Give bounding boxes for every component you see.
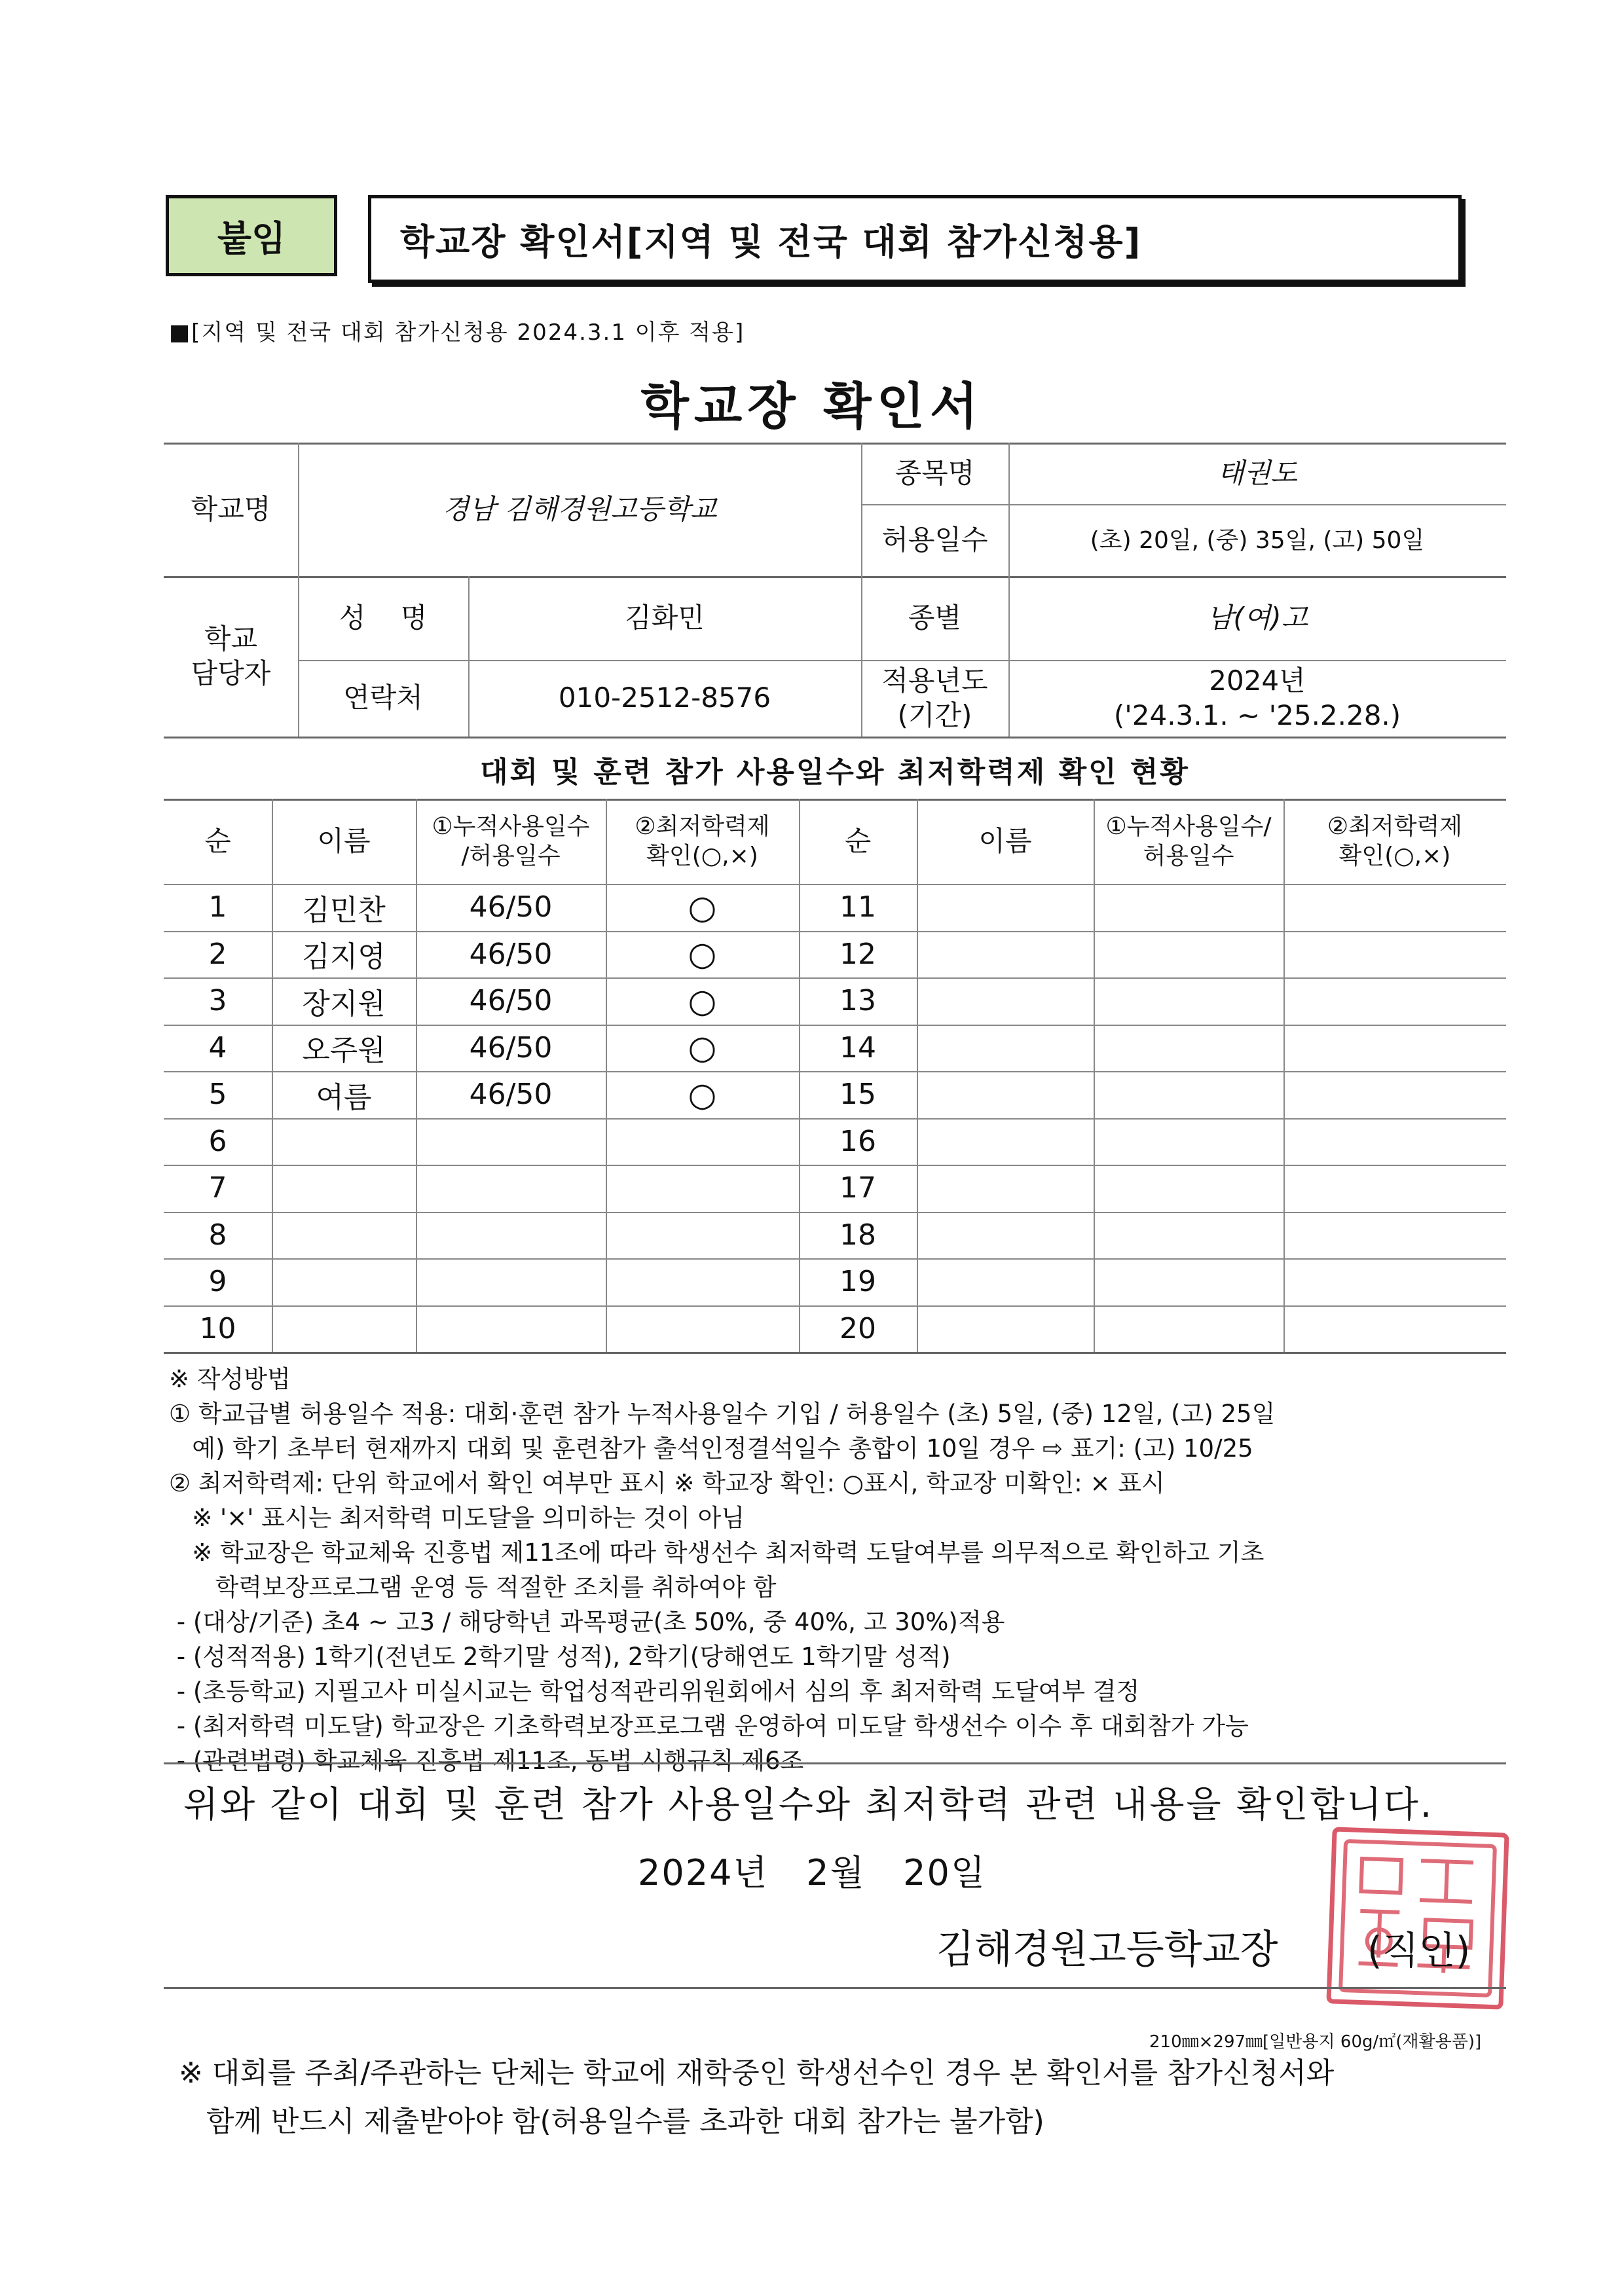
school-name-value: 경남 김해경원고등학교: [442, 492, 717, 525]
manager-label: [164, 576, 298, 737]
row-days: [416, 1258, 606, 1305]
header-no-right: 순: [844, 824, 872, 857]
row-name: 김지영: [302, 940, 386, 974]
row-name: [272, 1305, 416, 1353]
category-value: 남(여)고: [1206, 601, 1308, 634]
row-no: 7: [208, 1171, 227, 1205]
manager-label-line2: 담당자: [191, 657, 271, 689]
row-no-right: 12: [840, 937, 876, 971]
guide-line: ① 학교급별 허용일수 적용: 대회·훈련 참가 누적사용일수 기입 / 허용일수 (초) 5일, (중) 12일, (고) 25일: [169, 1400, 1276, 1428]
official-seal: [1326, 1827, 1509, 2009]
usage-table-bottom-line: [164, 1352, 1506, 1354]
row-no: 1: [208, 890, 227, 924]
period-value: [1008, 660, 1506, 737]
header-name: 이름: [317, 824, 371, 857]
row-days: 46/50: [469, 1078, 553, 1112]
row-no: 3: [208, 984, 227, 1018]
sport-value: 태권도: [1217, 456, 1297, 489]
row-days: 46/50: [469, 1030, 553, 1065]
row-name: [272, 1212, 416, 1259]
period-label: [861, 660, 1008, 737]
signature-bottom-line: [164, 1987, 1506, 1989]
document-title: 학교장 확인서: [640, 377, 984, 435]
row-no: 6: [208, 1124, 227, 1158]
row-no-right: 17: [840, 1171, 876, 1205]
guide-bottom-line: [164, 1762, 1506, 1764]
row-no-right: 18: [840, 1218, 876, 1252]
row-days: [416, 1212, 606, 1259]
header-days-right: [1094, 799, 1283, 884]
row-no-right: 16: [840, 1124, 876, 1158]
header-check-line2: 확인(○,×): [646, 843, 758, 869]
guide-line: ※ 작성방법: [169, 1365, 291, 1393]
period-range: ('24.3.1. ~ '25.2.28.): [1113, 699, 1401, 731]
row-name: 김민찬: [302, 893, 386, 927]
row-no-right: 11: [840, 890, 876, 924]
info-table-bottom-line: [164, 737, 1506, 738]
header-days-right-line1: ①누적사용일수/: [1105, 813, 1272, 840]
row-name: 오주원: [302, 1034, 386, 1068]
row-check: [606, 1165, 799, 1212]
row-no: 9: [208, 1265, 227, 1299]
footer-note: [179, 2049, 1488, 2146]
row-no: 10: [199, 1311, 236, 1345]
row-check: ○: [688, 888, 717, 926]
allowed-days-value: (초) 20일, (중) 35일, (고) 50일: [1090, 526, 1425, 554]
manager-name-value: 김화민: [625, 601, 705, 634]
row-check: ○: [688, 1029, 717, 1067]
guide-line: - (초등학교) 지필고사 미실시교는 학업성적관리위원회에서 심의 후 최저학력 도달여부 결정: [169, 1677, 1140, 1705]
allowed-days-label: 허용일수: [881, 523, 988, 556]
period-year: 2024년: [1209, 665, 1306, 697]
issue-date: 2024년 2월 20일: [638, 1852, 986, 1893]
row-no: 2: [208, 937, 227, 971]
header-days-right-line2: 허용일수: [1143, 843, 1234, 869]
sport-label: 종목명: [895, 456, 975, 489]
seal-label: (직인): [1367, 1928, 1471, 1973]
header-check-right-line2: 확인(○,×): [1338, 843, 1451, 869]
row-no-right: 20: [840, 1311, 876, 1345]
guide-line: ※ '×' 표시는 최저학력 미도달을 의미하는 것이 아님: [169, 1504, 745, 1532]
row-check: [606, 1118, 799, 1165]
row-check: [606, 1258, 799, 1305]
row-name: 여름: [316, 1080, 372, 1114]
contact-label: 연락처: [343, 682, 423, 714]
footer-note-line: 함께 반드시 제출받아야 함(허용일수를 초과한 대회 참가는 불가함): [179, 2105, 1044, 2138]
guide-line: ※ 학교장은 학교체육 진흥법 제11조에 따라 학생선수 최저학력 도달여부를 의무적으로 확인하고 기초: [169, 1539, 1264, 1567]
header-check-line1: ②최저학력제: [635, 813, 770, 840]
period-label-line1: 적용년도: [881, 665, 988, 697]
confirmation-statement: 위와 같이 대회 및 훈련 참가 사용일수와 최저학력 관련 내용을 확인합니다.: [183, 1783, 1434, 1825]
row-check: [606, 1212, 799, 1259]
row-no-right: 15: [840, 1078, 876, 1112]
guide-line: 학력보장프로그램 운영 등 적절한 조치를 취하여야 함: [169, 1573, 777, 1601]
row-check: ○: [688, 935, 717, 974]
guide-line: - (성적적용) 1학기(전년도 2학기말 성적), 2학기(당해연도 1학기말 성적): [169, 1643, 951, 1671]
header-name-right: 이름: [978, 824, 1032, 857]
header-check: [606, 799, 799, 884]
row-no: 5: [208, 1078, 227, 1112]
row-no: 4: [208, 1030, 227, 1065]
row-check: ○: [688, 1075, 717, 1114]
header-check-right: [1283, 799, 1506, 884]
row-days: 46/50: [469, 984, 553, 1018]
row-days: [416, 1118, 606, 1165]
principal-name: 김해경원고등학교장: [936, 1927, 1278, 1973]
row-name: 장지원: [302, 987, 386, 1021]
paper-spec: 210㎜×297㎜[일반용지 60g/㎡(재활용품)]: [1149, 2032, 1482, 2052]
header-no: 순: [204, 824, 231, 857]
guide-line: - (대상/기준) 초4 ~ 고3 / 해당학년 과목평균(초 50%, 중 40%, 고 30%)적용: [169, 1608, 1005, 1636]
row-name: [272, 1258, 416, 1305]
attachment-title: 학교장 확인서[지역 및 전국 대회 참가신청용]: [368, 195, 1462, 283]
school-name-label: 학교명: [191, 492, 271, 525]
row-days: [416, 1165, 606, 1212]
row-no: 8: [208, 1218, 227, 1252]
row-days: 46/50: [469, 937, 553, 971]
writing-guide: [169, 1362, 1505, 1778]
row-check: [606, 1305, 799, 1353]
usage-table-caption: 대회 및 훈련 참가 사용일수와 최저학력제 확인 현황: [480, 755, 1190, 789]
guide-line: 예) 학기 초부터 현재까지 대회 및 훈련참가 출석인정결석일수 총합이 10일 경우 ⇨ 표기: (고) 10/25: [169, 1434, 1253, 1463]
guide-line: - (최저학력 미도달) 학교장은 기초학력보장프로그램 운영하여 미도달 학생선수 이수 후 대회참가 가능: [169, 1712, 1249, 1740]
row-no-right: 14: [840, 1030, 876, 1065]
contact-value: 010-2512-8576: [558, 682, 771, 714]
row-days: 46/50: [469, 890, 553, 924]
header-check-right-line1: ②최저학력제: [1327, 813, 1463, 840]
guide-line: ② 최저학력제: 단위 학교에서 확인 여부만 표시 ※ 학교장 확인: ○표시, 학교장 미확인: × 표시: [169, 1469, 1165, 1497]
row-days: [416, 1305, 606, 1353]
attachment-badge: 붙임: [166, 195, 337, 276]
header-days: [416, 799, 606, 884]
name-label: 성 명: [339, 601, 428, 634]
row-no-right: 13: [840, 984, 876, 1018]
guide-line: - (관련법령) 학교체육 진흥법 제11조, 동법 시행규칙 제6조: [169, 1747, 804, 1775]
row-no-right: 19: [840, 1265, 876, 1299]
header-days-line1: ①누적사용일수: [432, 813, 590, 840]
row-check: ○: [688, 981, 717, 1020]
category-label: 종별: [908, 601, 962, 634]
footer-note-line: ※ 대회를 주최/주관하는 단체는 학교에 재학중인 학생선수인 경우 본 확인서를 참가신청서와: [179, 2056, 1335, 2090]
row-name: [272, 1165, 416, 1212]
seal-pattern: [1331, 1832, 1505, 2005]
header-days-line2: /허용일수: [461, 843, 561, 869]
manager-label-line1: 학교: [204, 623, 258, 655]
application-note: ■[지역 및 전국 대회 참가신청용 2024.3.1 이후 적용]: [169, 319, 745, 346]
row-name: [272, 1118, 416, 1165]
period-label-line2: (기간): [897, 699, 972, 731]
